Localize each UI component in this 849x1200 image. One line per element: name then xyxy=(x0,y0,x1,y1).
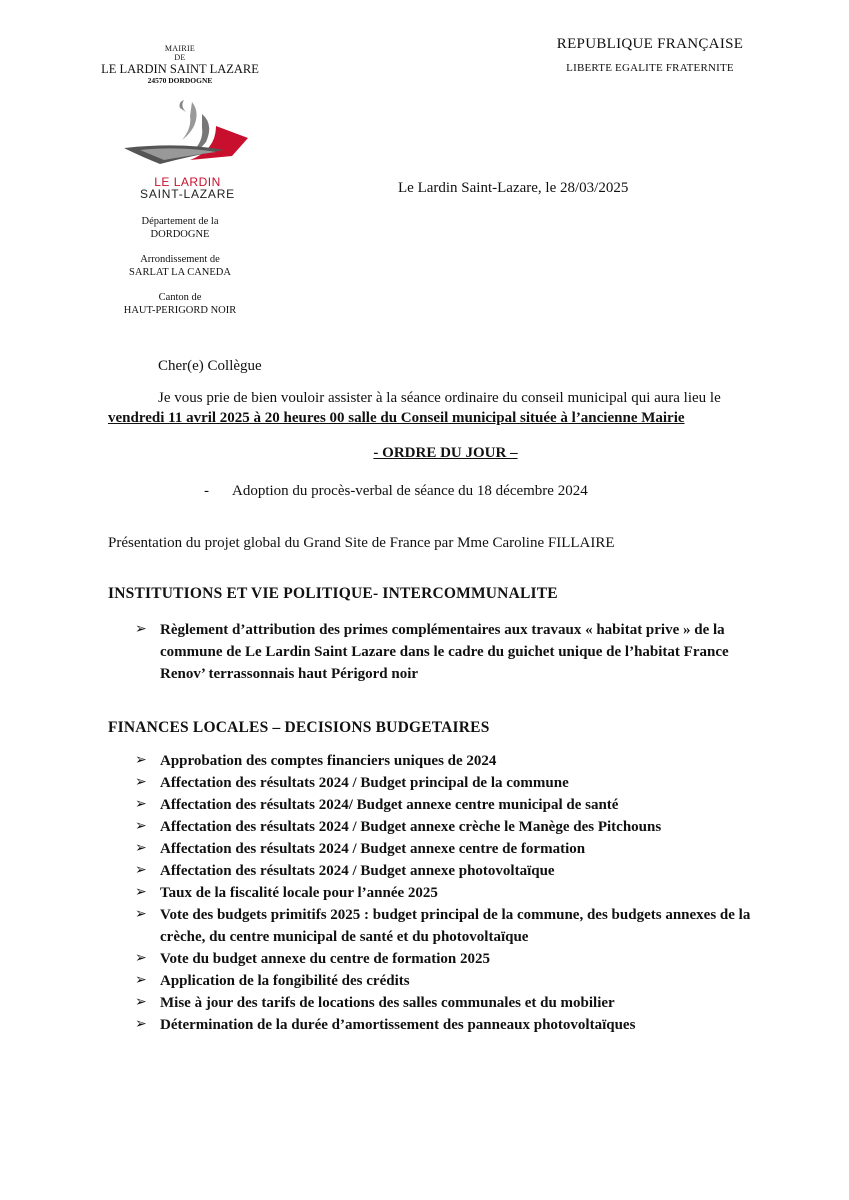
list-item-text: Affectation des résultats 2024 / Budget annexe crèche le Manège des Pitchouns xyxy=(160,819,662,835)
list-item-text: Vote du budget annexe du centre de formation 2025 xyxy=(160,951,491,967)
mairie-name: LE LARDIN SAINT LAZARE xyxy=(101,62,259,76)
list-item xyxy=(108,948,758,970)
arrow-bullet-icon: ➢ xyxy=(135,622,147,637)
presentation-line: Présentation du projet global du Grand Site de France par Mme Caroline FILLAIRE xyxy=(108,535,615,551)
canton-value: HAUT-PERIGORD NOIR xyxy=(123,305,237,316)
list-item-text: Affectation des résultats 2024/ Budget annexe centre municipal de santé xyxy=(160,797,619,813)
arrow-bullet-icon: ➢ xyxy=(135,797,147,812)
list-item-text: Approbation des comptes financiers uniques de 2024 xyxy=(160,753,497,769)
logo-line-1: LE LARDIN xyxy=(154,175,221,189)
list-item-text: Application de la fongibilité des crédits xyxy=(160,973,410,989)
town-logo xyxy=(120,98,255,201)
arrow-bullet-icon: ➢ xyxy=(135,1017,147,1032)
arrow-bullet-icon: ➢ xyxy=(135,753,147,768)
list-item-text: Affectation des résultats 2024 / Budget annexe centre de formation xyxy=(160,841,586,857)
mairie-label: MAIRIE xyxy=(164,44,196,53)
republique-header xyxy=(530,36,770,74)
adoption-dash: - xyxy=(204,483,209,499)
list-item xyxy=(108,904,758,948)
republique-motto: LIBERTE EGALITE FRATERNITE xyxy=(566,62,734,74)
departement-label: Département de la xyxy=(141,216,219,227)
salutation: Cher(e) Collègue xyxy=(158,358,262,374)
section-list-institutions xyxy=(108,619,758,685)
date-line: Le Lardin Saint-Lazare, le 28/03/2025 xyxy=(398,180,629,196)
departement-value: DORDOGNE xyxy=(150,229,210,240)
list-item-text: Mise à jour des tarifs de locations des salles communales et du mobilier xyxy=(160,995,615,1011)
list-item xyxy=(108,838,758,860)
section-title-finances: FINANCES LOCALES – DECISIONS BUDGETAIRES xyxy=(108,719,490,736)
town-logo-graphic xyxy=(120,98,255,170)
canton-label: Canton de xyxy=(158,292,202,303)
admin-block xyxy=(95,215,265,317)
list-item xyxy=(108,970,758,992)
arrow-bullet-icon: ➢ xyxy=(135,995,147,1010)
arrow-bullet-icon: ➢ xyxy=(135,951,147,966)
list-item xyxy=(108,816,758,838)
agenda-title: - ORDRE DU JOUR – xyxy=(373,445,518,461)
list-item xyxy=(108,1014,758,1036)
section-title-institutions: INSTITUTIONS ET VIE POLITIQUE- INTERCOMMUNALITE xyxy=(108,585,558,602)
list-item-text: Détermination de la durée d’amortissement des panneaux photovoltaïques xyxy=(160,1017,636,1033)
meeting-details: vendredi 11 avril 2025 à 20 heures 00 salle du Conseil municipal située à l’ancienne Mairie xyxy=(108,410,685,426)
arrow-bullet-icon: ➢ xyxy=(135,775,147,790)
list-item xyxy=(108,750,758,772)
arrondissement-label: Arrondissement de xyxy=(140,254,220,265)
arrow-bullet-icon: ➢ xyxy=(135,973,147,988)
list-item-text: Affectation des résultats 2024 / Budget annexe photovoltaïque xyxy=(160,863,555,879)
arrow-bullet-icon: ➢ xyxy=(135,819,147,834)
arrow-bullet-icon: ➢ xyxy=(135,863,147,878)
list-item xyxy=(108,619,758,685)
mairie-de: DE xyxy=(174,53,186,62)
list-item-text: Règlement d’attribution des primes complémentaires aux travaux « habitat prive » de la commune de Le Lardin Saint Lazare dans le cadre du guichet unique de l’habitat France Renov’ terrassonnais haut Périgord noir xyxy=(160,622,729,682)
list-item-text: Taux de la fiscalité locale pour l’année 2025 xyxy=(160,885,438,901)
list-item-text: Vote des budgets primitifs 2025 : budget principal de la commune, des budgets annexes de la crèche, du centre municipal de santé et du photovoltaïque xyxy=(160,907,751,945)
list-item-text: Affectation des résultats 2024 / Budget principal de la commune xyxy=(160,775,569,791)
list-item xyxy=(108,772,758,794)
arrondissement-value: SARLAT LA CANEDA xyxy=(129,267,231,278)
arrow-bullet-icon: ➢ xyxy=(135,841,147,856)
list-item xyxy=(108,992,758,1014)
arrow-bullet-icon: ➢ xyxy=(135,885,147,900)
list-item xyxy=(108,794,758,816)
intro-text: Je vous prie de bien vouloir assister à la séance ordinaire du conseil municipal qui aura lieu le xyxy=(158,390,721,406)
republique-title: REPUBLIQUE FRANÇAISE xyxy=(556,36,744,52)
mairie-postal: 24570 DORDOGNE xyxy=(147,76,213,85)
list-item xyxy=(108,860,758,882)
mairie-header xyxy=(90,44,270,85)
logo-line-2: SAINT-LAZARE xyxy=(140,187,235,201)
list-item xyxy=(108,882,758,904)
section-list-finances xyxy=(108,750,758,1036)
arrow-bullet-icon: ➢ xyxy=(135,907,147,922)
adoption-item: Adoption du procès-verbal de séance du 18 décembre 2024 xyxy=(232,483,588,499)
